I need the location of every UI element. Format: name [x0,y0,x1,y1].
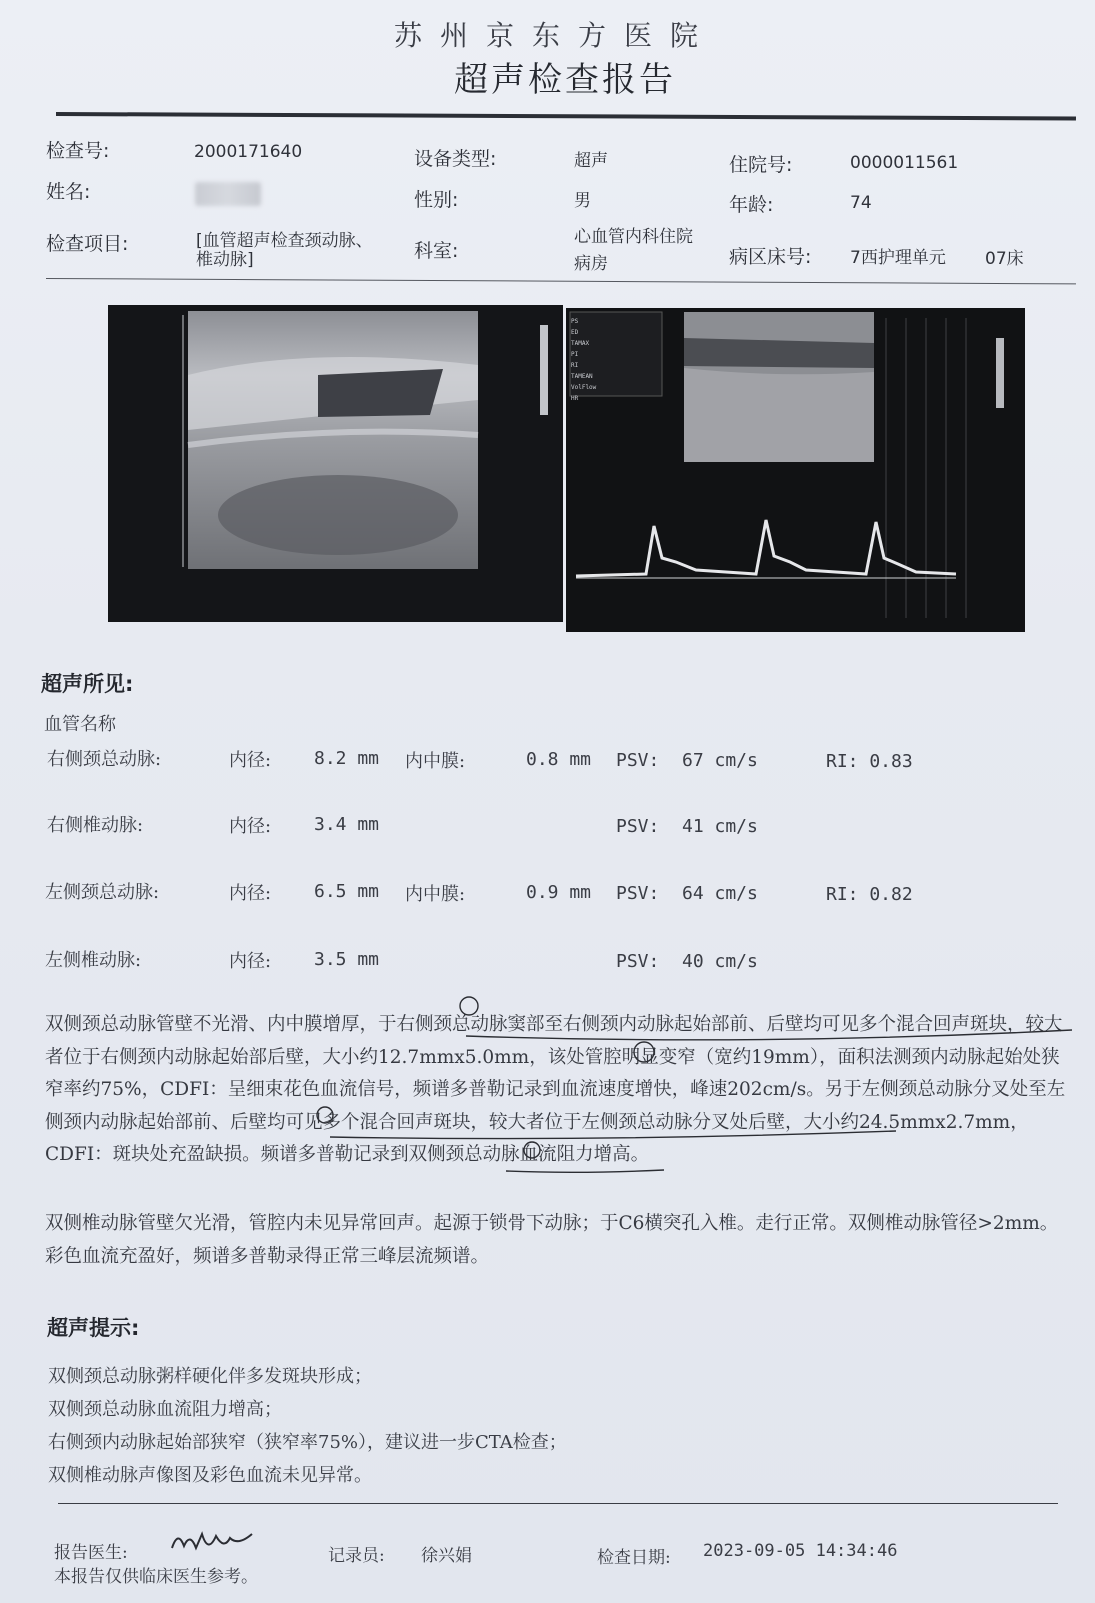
report-title: 超声检查报告 [454,60,676,100]
recorder-name: 徐兴娟 [421,1546,472,1566]
disclaimer: 本报告仅供临床医生参考。 [54,1567,258,1587]
psv-value: 40 cm/s [682,951,758,972]
hospital-name: 苏州京东方医院 [393,19,716,52]
imt-label: 内中膜: [405,884,466,905]
gender-value: 男 [574,191,591,211]
vessel-column-header: 血管名称 [44,714,116,735]
diam-value: 6.5 mm [314,881,380,902]
device-label: 设备类型: [414,148,497,170]
exam-no: 2000171640 [194,142,303,162]
dept-line2: 病房 [574,254,608,274]
footer-divider [58,1503,1058,1504]
impression-heading: 超声提示: [47,1316,140,1340]
diam-label: 内径: [229,883,272,904]
psv-label: PSV: [616,951,660,972]
impression-line: 右侧颈内动脉起始部狭窄（狭窄率75%），建议进一步CTA检查； [48,1432,567,1453]
ward-label: 病区床号: [729,246,812,268]
psv-label: PSV: [616,883,660,904]
findings-paragraph-carotid: 双侧颈总动脉管壁不光滑、内中膜增厚，于右侧颈总动脉窦部至右侧颈内动脉起始部前、后壁均可见多个混合回声斑块，较大者位于右侧颈内动脉起始部后壁，大小约12.7mmx5.0mm，该处管腔明显变窄（宽约19mm），面积法测颈内动脉起始处狭窄率约75%，CDFI：呈细束花色血流信号，频谱多普勒记录到血流速度增快，峰速202cm/s。另于左侧颈总动脉分叉处至左侧颈内动脉起始部前、后壁均可见多个混合回声斑块，较大者位于左侧颈总动脉分叉处后壁，大小约24.5mmx2.7mm，CDFI：斑块处充盈缺损。频谱多普勒记录到双侧颈总动脉血流阻力增高。 [45,1014,1066,1165]
vessel-name-r-va: 右侧椎动脉: [47,815,144,836]
vessel-name-l-va: 左侧椎动脉: [45,950,142,971]
exam-item-line2: 椎动脉] [196,250,254,270]
dept-label: 科室: [414,240,459,262]
ri-value: RI: 0.83 [826,751,913,772]
dept-line1: 心血管内科住院 [574,227,693,247]
impression-line: 双侧颈总动脉粥样硬化伴多发斑块形成； [48,1366,372,1387]
exam-no-label: 检查号: [46,140,110,162]
exam-item-label: 检查项目: [46,233,129,255]
inpatient-no: 0000011561 [850,153,959,173]
bed-value: 07床 [985,249,1024,269]
psv-value: 64 cm/s [682,883,758,904]
psv-label: PSV: [616,816,660,837]
impression-line: 双侧颈总动脉血流阻力增高； [48,1399,282,1420]
exam-item-line1: [血管超声检查颈动脉、 [196,231,373,251]
doctor-signature [168,1524,258,1558]
age-value: 74 [850,193,872,213]
findings-heading: 超声所见: [41,672,134,696]
exam-date-label: 检查日期: [597,1548,671,1568]
diam-label: 内径: [229,951,272,972]
psv-value: 41 cm/s [682,816,758,837]
ri-value: RI: 0.82 [826,884,913,905]
impression-line: 双侧椎动脉声像图及彩色血流未见异常。 [48,1465,372,1486]
ward-value: 7西护理单元 [850,248,946,268]
vessel-name-r-cca: 右侧颈总动脉: [47,749,162,770]
exam-date: 2023-09-05 14:34:46 [703,1541,898,1561]
psv-value: 67 cm/s [682,750,758,771]
age-label: 年龄: [729,194,774,216]
psv-label: PSV: [616,750,660,771]
diam-value: 8.2 mm [314,748,380,769]
findings-paragraph-vertebral: 双侧椎动脉管壁欠光滑，管腔内未见异常回声。起源于锁骨下动脉；于C6横突孔入椎。走行正常。双侧椎动脉管径>2mm。彩色血流充盈好，频谱多普勒录得正常三峰层流频谱。 [45,1213,1059,1267]
name-label: 姓名: [46,181,91,203]
diam-label: 内径: [229,816,272,837]
recorder-label: 记录员: [328,1546,385,1566]
diam-value: 3.4 mm [314,814,380,835]
device-value: 超声 [574,151,608,171]
diam-label: 内径: [229,750,272,771]
gender-label: 性别: [414,189,459,211]
vessel-name-l-cca: 左侧颈总动脉: [45,882,160,903]
doctor-label: 报告医生: [54,1543,128,1563]
imt-value: 0.9 mm [526,882,592,903]
doppler-readout: PS ED TAMAX PI RI TAMEAN VolFlow HR [571,318,597,402]
imt-label: 内中膜: [405,751,466,772]
inpatient-no-label: 住院号: [729,154,793,176]
imt-value: 0.8 mm [526,749,592,770]
diam-value: 3.5 mm [314,949,380,970]
